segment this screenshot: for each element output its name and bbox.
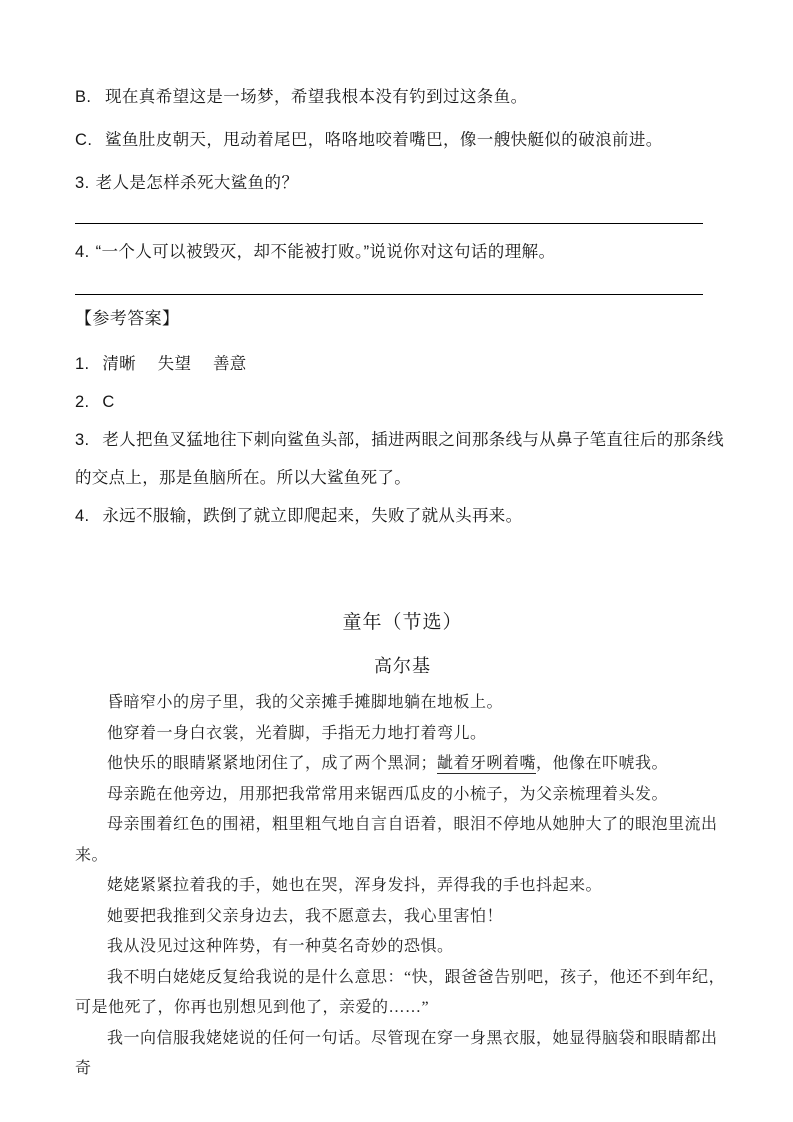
reference-answers-list (75, 345, 730, 535)
paragraph-text: 他快乐的眼睛紧紧地闭住了，成了两个黑洞； (107, 755, 438, 772)
answer-item-4 (75, 497, 730, 535)
answer-blank-line (75, 294, 703, 295)
passage-body (75, 688, 730, 1085)
answer-2-text: C (102, 393, 115, 411)
answer-4-text: 永远不服输，跌倒了就立即爬起来，失败了就从头再来。 (102, 507, 523, 525)
passage-paragraph: 我不明白姥姥反复给我说的是什么意思：“快，跟爸爸告别吧，孩子，他还不到年纪，可是他死了，你再也别想见到他了，亲爱的……” (75, 968, 726, 1016)
passage-paragraph: 姥姥紧紧拉着我的手，她也在哭，浑身发抖，弄得我的手也抖起来。 (107, 877, 603, 894)
answer-3-text: 老人把鱼叉猛地往下刺向鲨鱼头部，插进两眼之间那条线与从鼻子笔直往后的那条线的交点上，那是鱼脑所在。所以大鲨鱼死了。 (75, 431, 724, 487)
passage-paragraph: 她要把我推到父亲身边去，我不愿意去，我心里害怕！ (107, 907, 504, 925)
question-4 (75, 231, 730, 274)
answer-1-number: 1. (75, 355, 90, 373)
option-b-text: 现在真希望这是一场梦，希望我根本没有钓到过这条鱼。 (105, 88, 528, 106)
question-4-text: “一个人可以被毁灭，却不能被打败。”说说你对这句话的理解。 (95, 243, 556, 261)
underlined-phrase: 龇着牙咧着嘴 (437, 755, 537, 772)
passage-author: 高尔基 (374, 656, 431, 676)
question-4-number: 4. (75, 243, 90, 261)
answer-item-3 (75, 421, 730, 497)
question-3 (75, 162, 730, 205)
option-c-text: 鲨鱼肚皮朝天，甩动着尾巴，咯咯地咬着嘴巴，像一艘快艇似的破浪前进。 (105, 131, 663, 149)
question-3-text: 老人是怎样杀死大鲨鱼的？ (95, 174, 299, 192)
option-c-label: C. (75, 131, 93, 149)
answer-item-1 (75, 345, 730, 383)
passage-paragraph (75, 749, 730, 780)
passage-paragraph: 我一向信服我姥姥说的任何一句话。尽管现在穿一身黑衣服，她显得脑袋和眼睛都出奇 (75, 1029, 718, 1077)
passage-paragraph: 母亲围着红色的围裙，粗里粗气地自言自语着，眼泪不停地从她肿大了的眼泡里流出来。 (75, 816, 718, 864)
paragraph-text: ，他像在吓唬我。 (536, 755, 669, 772)
passage-paragraph: 昏暗窄小的房子里，我的父亲摊手摊脚地躺在地板上。 (107, 694, 504, 711)
passage-title: 童年（节选） (342, 612, 463, 633)
answer-item-2 (75, 383, 730, 421)
answer-1-text: 清晰 失望 善意 (102, 355, 247, 373)
passage-paragraph: 母亲跪在他旁边，用那把我常常用来锯西瓜皮的小梳子，为父亲梳理着头发。 (107, 785, 669, 803)
answer-2-number: 2. (75, 393, 90, 411)
question-3-number: 3. (75, 174, 90, 192)
reference-answers-header: 【参考答案】 (75, 309, 180, 328)
answer-3-number: 3. (75, 431, 90, 449)
option-c (75, 119, 730, 162)
passage-paragraph: 我从没见过这种阵势，有一种莫名奇妙的恐惧。 (107, 938, 454, 955)
answer-4-number: 4. (75, 507, 90, 525)
option-b-label: B. (75, 88, 92, 106)
answer-blank-line (75, 223, 703, 224)
option-b (75, 76, 730, 119)
passage-paragraph: 他穿着一身白衣裳，光着脚，手指无力地打着弯儿。 (107, 724, 487, 742)
